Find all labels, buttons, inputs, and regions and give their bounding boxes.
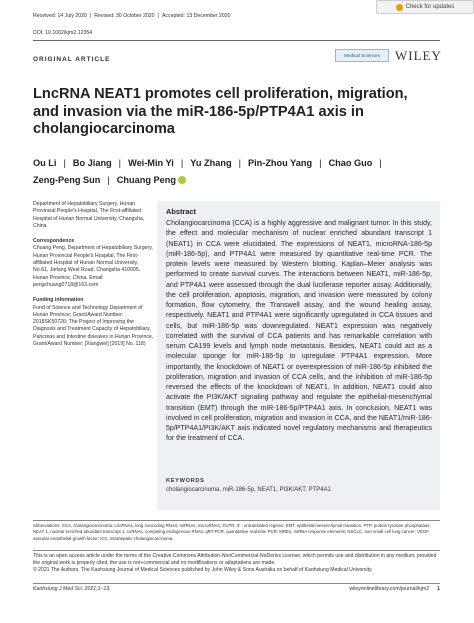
abbreviations: Abbreviations: CCA, cholangiocarcinoma; LncRNAs, long noncoding RNAs; miRNAs, microRNAs; 3'UTR, 3' - untranslated regions; EMT, epithelial-mesenchymal transition; PTP, protein tyrosine phosphatase; NEAT 1, nuclear enriched abundant transcript 1; ceRNAs, competing endogenous RNAs; qRT-PCR, quantitative real-time PCR; MREs, miRNA response elements; NSCLC, non-small cell lung cancer; VEGF, vascular endothelial growth factor; ICC, intrahepatic cholangiocarcinoma. [33, 523, 431, 541]
author[interactable]: Ou Li [33, 158, 57, 168]
article-title: LncRNA NEAT1 promotes cell proliferation, migration, and invasion via the miR-186-5p/PTP4A1 axis in cholangiocarcinoma [33, 86, 408, 137]
check-updates-label: Check for updates [405, 4, 455, 10]
funding-heading: Funding information [33, 297, 84, 304]
publisher-logo: WILEY [395, 48, 442, 63]
author[interactable]: Zeng-Peng Sun [33, 175, 101, 185]
journal-url[interactable]: wileyonlinelibrary.com/journal/kjm2 [349, 586, 430, 592]
keywords-heading: KEYWORDS [166, 478, 205, 484]
author-list: Ou Li | Bo Jiang | Wei-Min Yi | Yu Zhang | Pin-Zhou Yang | Chao Guo | Zeng-Peng Sun | Chuang Peng [33, 158, 382, 185]
funding-text: Fund of Science and Technology Department of Hunan Province, Grant/Award Number: 2018SK50726; The Project of Improving the Diagnosis and Treatment Capacity of Hepatobiliary, Pancreas and Intestine diseases in Hunan Province, Grant/Award Number: [Xiangwei] [2019] No. 118) [33, 304, 154, 348]
article-sidebar [33, 201, 155, 348]
abstract-heading: Abstract [166, 207, 196, 216]
abstract-text: Cholangiocarcinoma (CCA) is a highly aggressive and malignant tumor. In this study, the effect and molecular mechanism of nuclear enriched abundant transcript 1 (NEAT1) in CCA were elucidated. The expressions of NEAT1, microRNA-186-5p (miR-186-5p), and PTP4A1 were measured by quantitative real-time PCR. The protein levels were measured by Western blotting. Kaplan–Meier analysis was performed to create survival curves. The interactions between NEAT1, miR-186-5p, and PTP4A1 were assessed through the dual luciferase reporter assay. Additionally, the cell proliferation, apoptosis, migration, and invasion were measured by colony formation, flow cytometry, the Transwell assay, and the wound healing assay, respectively. NEAT1 and PTP4A1 were significantly upregulated in CCA tissues and cells, but miR-186-5p was downregulated. NEAT1 expression was negatively correlated with the survival of CCA patients and has remarkable correlation with serum CA199 levels and lymph node metastasis. Besides, NEAT1 could act as a molecular sponge for miR-186-5p to upregulate PTP4A1 expression. More importantly, the knockdown of NEAT1 or overexpression of miR-186-5p inhibited the proliferation, migration and invasion of CCA cells, and the inhibition of miR-186-5p reversed the effects of the knockdown of NEAT1. In addition, NEAT1 could also activate the PI3K/AKT signaling pathway and regulate the epithelial-mesenchymal transition (EMT) through the miR-186-5p/PTP4A1 axis. In conclusion, NEAT1 was involved in cell proliferation, migration and invasion in CCA, and the NEAT1/miR-186-5p/PTP4A1/PI3K/AKT axis indicated novel regulatory mechanisms and therapeutics for the treatment of CCA. [166, 220, 432, 443]
correspondence-heading: Correspondence [33, 238, 75, 245]
accepted-date: Accepted: 13 December 2020 [161, 13, 231, 19]
revised-date: Revised: 30 October 2020 [94, 13, 155, 19]
affiliation: Department of Hepatobiliary Surgery, Hunan Provincial People's Hospital, The First-affiliated Hospital of Hunan Normal University, Changsha, China [33, 201, 145, 229]
check-for-updates-button[interactable] [376, 0, 474, 14]
license-text: This is an open access article under the terms of the Creative Commons Attribution-NonCommercial-NoDerivs License, which permits use and distribution in any medium, provided the original work is properly cited, the use is non-commercial and no modifications or adaptations are made. © 2021 The Authors. The Kaohsiung Journal of Medical Sciences published by John Wiley & Sons Australia on behalf of Kaohsiung Medical University. [33, 553, 437, 574]
author[interactable]: Yu Zhang [190, 158, 232, 168]
page-number: 1 [437, 586, 440, 592]
correspondence-text: Chuang Peng, Department of Hepatobiliary Surgery, Hunan Provincial People's Hospital, The First-affiliated Hospital of Hunan Normal University, No.61, Jiefang West Road, Changsha 410005, Hunan Province, China. Email: pengchuang0718@163.com [33, 245, 153, 288]
journal-logo: Medical Sciences [335, 49, 389, 62]
author[interactable]: Wei-Min Yi [128, 158, 174, 168]
header-divider [33, 40, 440, 41]
footer-citation: Kaohsiung J Med Sci. 2021;1–13. [33, 586, 111, 592]
received-date: Received: 14 July 2020 [33, 13, 87, 19]
divider [33, 520, 440, 521]
author[interactable]: Chao Guo [328, 158, 373, 168]
crossmark-icon [396, 4, 403, 11]
doi[interactable]: DOI: 10.1002/kjm2.12354 [33, 30, 93, 36]
article-type: ORIGINAL ARTICLE [33, 56, 111, 63]
keywords: cholangiocarcinoma, miR-186-5p, NEAT1, PI3K/AKT, PTP4A1 [166, 487, 331, 493]
divider [33, 550, 440, 551]
author[interactable]: Chuang Peng [116, 175, 176, 185]
author[interactable]: Bo Jiang [72, 158, 112, 168]
author[interactable]: Pin-Zhou Yang [247, 158, 313, 168]
orcid-icon[interactable] [178, 176, 186, 184]
divider [33, 583, 440, 584]
article-dates: Received: 14 July 2020 | Revised: 30 October 2020 | Accepted: 13 December 2020 [33, 13, 231, 19]
footer-right [349, 586, 440, 592]
